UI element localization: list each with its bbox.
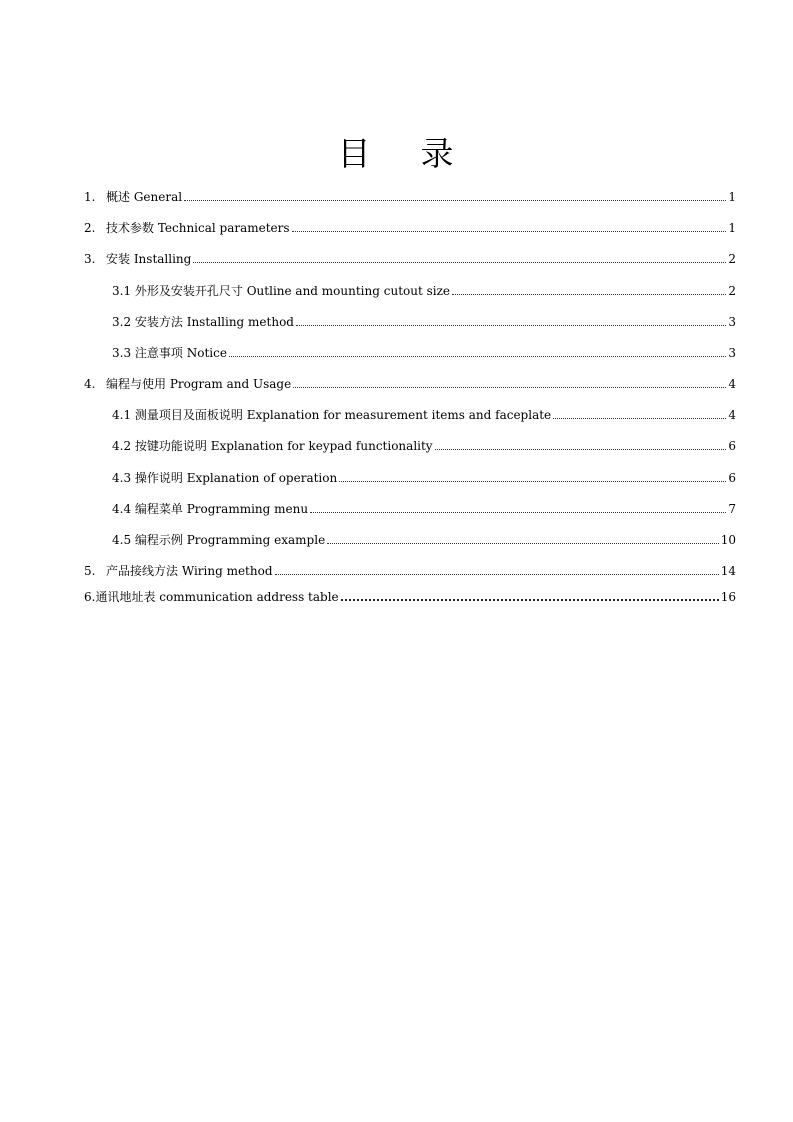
toc-entry-text: 3.2 安装方法 Installing method [112, 315, 294, 329]
toc-entry-page: 2 [728, 252, 736, 266]
dot-leader [341, 599, 719, 601]
toc-entry-keypad-functionality[interactable] [112, 438, 736, 454]
toc-entry-text: 4.1 测量项目及面板说明 Explanation for measurement items and faceplate [112, 408, 552, 422]
toc-entry-page: 2 [728, 284, 736, 298]
toc-entry-page: 14 [720, 564, 736, 578]
dot-leader [275, 574, 719, 575]
toc-entry-general[interactable] [84, 189, 736, 205]
toc-entry-text: 4.2 按键功能说明 Explanation for keypad functionality [112, 439, 433, 453]
dot-leader [229, 356, 726, 357]
toc-entry-text: 技术参数 Technical parameters [106, 221, 290, 235]
toc-entry-number: 2. [84, 221, 96, 235]
dot-leader [553, 418, 726, 419]
dot-leader [310, 512, 726, 513]
toc-entry-number: 1. [84, 190, 96, 204]
toc-entry-text: 4.5 编程示例 Programming example [112, 533, 326, 547]
dot-leader [293, 387, 726, 388]
dot-leader [339, 481, 726, 482]
toc-entry-text: 产品接线方法 Wiring method [106, 564, 273, 578]
toc-entry-page: 1 [728, 221, 736, 235]
toc-entry-text: 4.3 操作说明 Explanation of operation [112, 471, 338, 485]
toc-entry-installing[interactable] [84, 251, 736, 267]
toc-entry-text: 3.1 外形及安装开孔尺寸 Outline and mounting cutout size [112, 284, 451, 298]
toc-entry-page: 3 [728, 315, 736, 329]
toc-entry-page: 3 [728, 346, 736, 360]
toc-entry-outline-cutout[interactable] [112, 283, 736, 299]
dot-leader [184, 200, 726, 201]
toc-entry-operation[interactable] [112, 470, 736, 486]
dot-leader [327, 543, 719, 544]
title-char-2: 录 [420, 134, 456, 173]
toc-entry-page: 16 [720, 590, 736, 604]
toc-entry-number: 5. [84, 564, 96, 578]
toc-entry-page: 10 [720, 533, 736, 547]
toc-entry-page: 6 [728, 471, 736, 485]
toc-entry-page: 6 [728, 439, 736, 453]
toc-entry-communication-address[interactable] [84, 589, 736, 605]
toc-entry-page: 4 [728, 408, 736, 422]
toc-entry-page: 7 [728, 502, 736, 516]
toc-entry-number: 3. [84, 252, 96, 266]
toc-entry-measurement-faceplate[interactable] [112, 407, 736, 423]
toc-entry-programming-example[interactable] [112, 532, 736, 548]
toc-entry-text: 编程与使用 Program and Usage [106, 377, 292, 391]
toc-entry-page: 4 [728, 377, 736, 391]
toc-entry-number: 4. [84, 377, 96, 391]
dot-leader [435, 449, 727, 450]
toc-entry-technical-parameters[interactable] [84, 220, 736, 236]
dot-leader [296, 325, 726, 326]
toc-entry-installing-method[interactable] [112, 314, 736, 330]
toc-entry-text: 安装 Installing [106, 252, 192, 266]
toc-entry-text: 4.4 编程菜单 Programming menu [112, 502, 309, 516]
toc-entry-text: 6.通讯地址表 communication address table [84, 590, 339, 604]
toc-entry-wiring-method[interactable] [84, 563, 736, 579]
dot-leader [292, 231, 727, 232]
toc-entry-text: 概述 General [106, 190, 183, 204]
title-char-1: 目 [337, 134, 373, 173]
toc-entry-notice[interactable] [112, 345, 736, 361]
toc-entry-programming-menu[interactable] [112, 501, 736, 517]
dot-leader [452, 294, 726, 295]
toc-entry-page: 1 [728, 190, 736, 204]
toc-entry-program-usage[interactable] [84, 376, 736, 392]
toc-entry-text: 3.3 注意事项 Notice [112, 346, 227, 360]
dot-leader [193, 262, 726, 263]
